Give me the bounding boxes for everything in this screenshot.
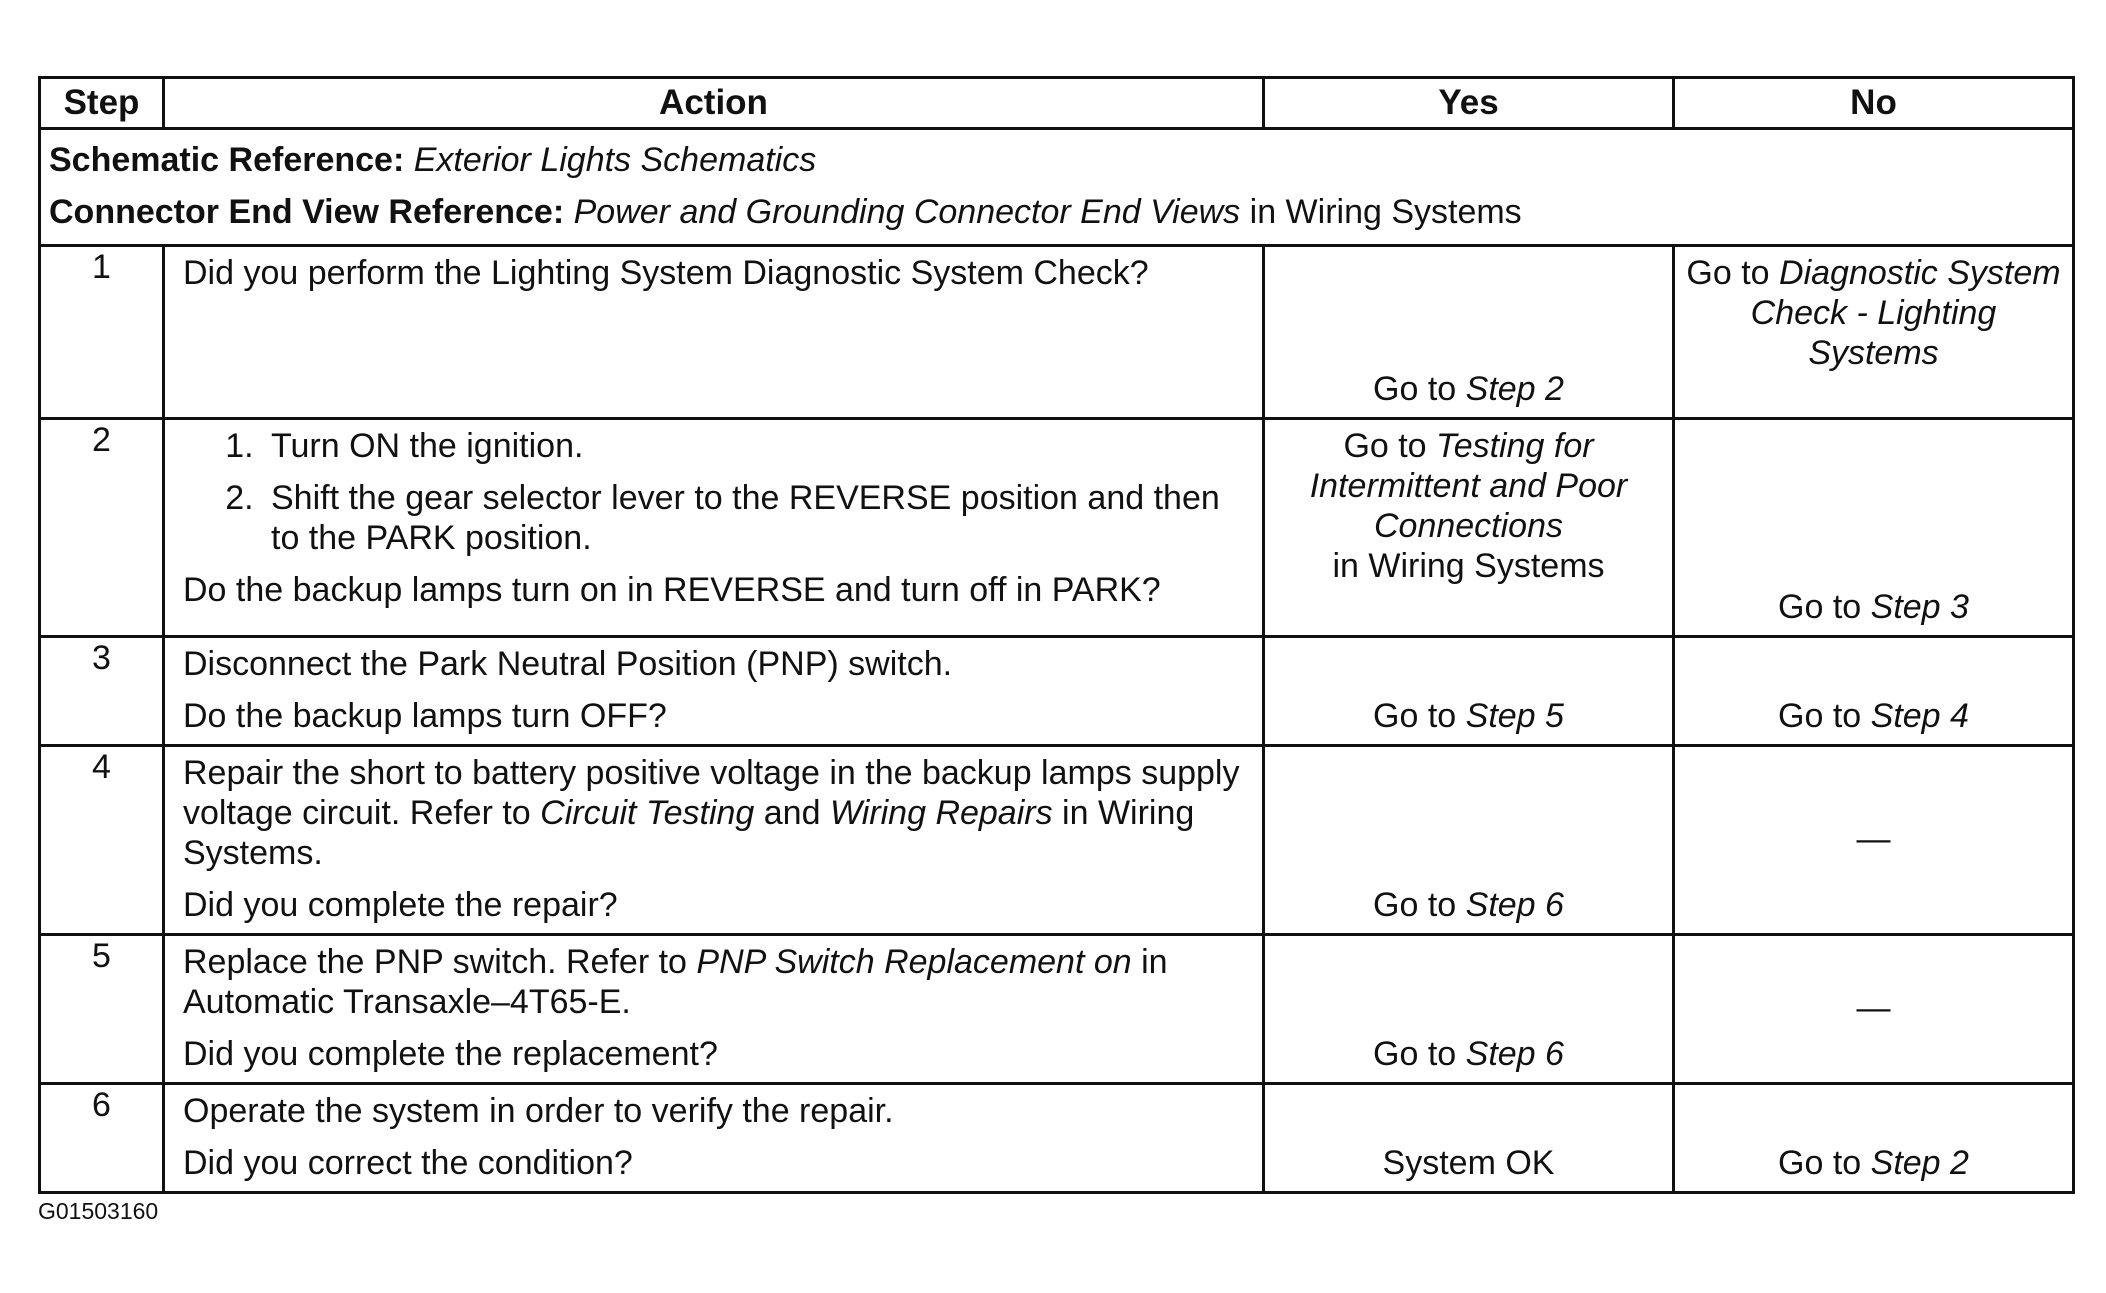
schematic-reference-link[interactable]: Exterior Lights Schematics [413,141,817,179]
diagnostic-table-container [38,76,2072,1194]
step-number: 6 [40,1084,164,1193]
schematic-reference-label: Schematic Reference: [49,141,405,179]
yes-prefix: Go to [1373,697,1466,735]
no-dash: — [1856,989,1891,1027]
yes-text: System OK [1382,1144,1555,1182]
no-prefix: Go to [1778,697,1871,735]
connector-reference [49,186,2064,238]
schematic-reference [49,134,2064,186]
step-number: 2 [40,419,164,637]
table-row [40,419,2074,637]
action-question: Do the backup lamps turn on in REVERSE and turn off in PARK? [183,571,1161,609]
action-cell [164,419,1264,637]
wiring-repairs-link[interactable]: Wiring Repairs [829,794,1053,832]
header-no: No [1674,78,2074,129]
table-row [40,1084,2074,1193]
no-cell [1674,935,2074,1084]
no-dash: — [1856,820,1891,858]
action-text-part: Replace the PNP switch. Refer to [183,943,697,981]
action-cell [164,246,1264,419]
action-text-part: and [754,794,830,832]
action-cell [164,746,1264,935]
header-row [40,78,2074,129]
table-row [40,746,2074,935]
circuit-testing-link[interactable]: Circuit Testing [540,794,755,832]
table-row [40,637,2074,746]
yes-cell [1264,1084,1674,1193]
table-row [40,935,2074,1084]
action-steps-list [183,426,1244,558]
yes-link[interactable]: Step 6 [1465,1035,1564,1073]
action-cell [164,1084,1264,1193]
step-number: 3 [40,637,164,746]
yes-cell [1264,935,1674,1084]
yes-link[interactable]: Step 6 [1465,886,1564,924]
no-prefix: Go to [1778,588,1871,626]
no-link[interactable]: Step 4 [1870,697,1969,735]
yes-link[interactable]: Step 2 [1465,370,1564,408]
action-text: Operate the system in order to verify the repair. [183,1092,894,1130]
no-prefix: Go to [1686,254,1780,292]
header-yes: Yes [1264,78,1674,129]
yes-prefix: Go to [1343,427,1437,465]
action-step-item: 1. Turn ON the ignition. [263,426,1244,466]
header-action: Action [164,78,1264,129]
connector-reference-link[interactable]: Power and Grounding Connector End Views [573,193,1241,231]
action-text [183,942,1244,1022]
action-question: Did you correct the condition? [183,1144,633,1182]
yes-prefix: Go to [1373,1035,1466,1073]
header-step: Step [40,78,164,129]
no-cell [1674,637,2074,746]
no-link[interactable]: Step 3 [1870,588,1969,626]
step-number: 5 [40,935,164,1084]
action-text-part: Repair the short to battery positive voltage in the backup lamps supply voltage circuit. Refer to [183,754,1240,832]
yes-link[interactable]: Testing for Intermittent and Poor Connections [1309,427,1628,545]
connector-reference-suffix: in Wiring Systems [1240,193,1522,231]
figure-id: G01503160 [38,1198,159,1224]
no-cell [1674,746,2074,935]
no-link[interactable]: Diagnostic System Check - Lighting Systems [1750,254,2061,372]
yes-prefix: Go to [1373,370,1466,408]
table-row [40,246,2074,419]
connector-reference-label: Connector End View Reference: [49,193,565,231]
yes-cell [1264,419,1674,637]
action-text [183,753,1244,873]
action-text-part: in Wiring Systems. [183,794,1195,872]
no-cell [1674,1084,2074,1193]
diagnostic-table [38,76,2075,1194]
action-cell [164,637,1264,746]
pnp-switch-replacement-link[interactable]: PNP Switch Replacement on [696,943,1132,981]
yes-suffix: in Wiring Systems [1332,547,1605,585]
action-text: Disconnect the Park Neutral Position (PNP) switch. [183,645,953,683]
yes-cell [1264,746,1674,935]
yes-prefix: Go to [1373,886,1466,924]
no-prefix: Go to [1778,1144,1871,1182]
yes-link[interactable]: Step 5 [1465,697,1564,735]
reference-cell [40,129,2074,246]
action-step-item: 2. Shift the gear selector lever to the REVERSE position and then to the PARK position. [263,478,1244,558]
yes-cell [1264,637,1674,746]
no-link[interactable]: Step 2 [1870,1144,1969,1182]
yes-cell [1264,246,1674,419]
action-question: Did you complete the repair? [183,886,618,924]
no-cell [1674,246,2074,419]
action-text-part: in Automatic Transaxle–4T65-E. [183,943,1168,1021]
step-number: 4 [40,746,164,935]
action-question: Do the backup lamps turn OFF? [183,697,667,735]
no-cell [1674,419,2074,637]
step-number: 1 [40,246,164,419]
reference-row [40,129,2074,246]
action-question: Did you perform the Lighting System Diagnostic System Check? [183,254,1149,292]
action-cell [164,935,1264,1084]
action-question: Did you complete the replacement? [183,1035,718,1073]
